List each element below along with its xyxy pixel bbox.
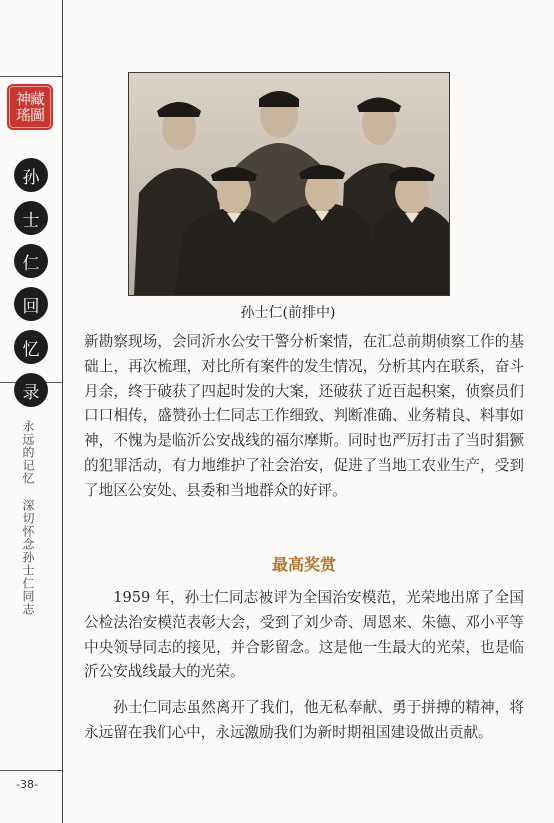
photo-caption: 孙士仁(前排中) xyxy=(240,305,336,321)
running-head-part-1: 永远的记忆 xyxy=(21,420,35,485)
seal-frame xyxy=(9,86,51,128)
title-char: 仁 xyxy=(14,244,48,278)
title-char: 士 xyxy=(14,201,48,235)
body-paragraph-2: 1959 年，孙士仁同志被评为全国治安模范，光荣地出席了全国公检法治安模范表彰大会，受到了刘少奇、周恩来、朱德、邓小平等中央领导同志的接见，并合影留念。这是他一生最大的光荣，也是临沂公安战线最大的光荣。 xyxy=(84,589,524,681)
section-heading: 最高奖赏 xyxy=(271,555,336,574)
group-photo-illustration xyxy=(129,73,449,295)
running-head-part-2: 深切怀念孙士仁同志 xyxy=(21,499,35,616)
title-char: 录 xyxy=(14,373,48,407)
seal-text: 神藏瑤圖 xyxy=(15,90,44,124)
sidebar-divider-top xyxy=(0,76,62,77)
title-char: 回 xyxy=(14,287,48,321)
title-char: 孙 xyxy=(14,158,48,192)
red-seal-logo xyxy=(7,84,53,130)
page-number: -38- xyxy=(16,778,38,791)
section-running-head xyxy=(20,420,37,616)
margin-rule xyxy=(62,0,63,823)
body-paragraph-3: 孙士仁同志虽然离开了我们，他无私奉献、勇于拼搏的精神，将永远留在我们心中，永远激励我们为新时期祖国建设做出贡献。 xyxy=(84,699,524,741)
body-paragraph-1: 新勘察现场，会同沂水公安干警分析案情，在汇总前期侦察工作的基础上，再次梳理，对比所有案件的发生情况，分析其内在联系，奋斗月余，终于破获了四起时发的大案，还破获了近百起积案，侦察员们口口相传，盛赞孙士仁同志工作细致、判断准确、业务精良、料事如神，不愧为是临沂公安战线的福尔摩斯。同时也严厉打击了当时猖獗的犯罪活动，有力地维护了社会治安，促进了当地工农业生产，受到了地区公安处、县委和当地群众的好评。 xyxy=(84,333,524,499)
memoir-title-column xyxy=(14,158,50,416)
sidebar-divider-foot xyxy=(0,770,62,771)
title-char: 忆 xyxy=(14,330,48,364)
group-photo xyxy=(128,72,450,296)
